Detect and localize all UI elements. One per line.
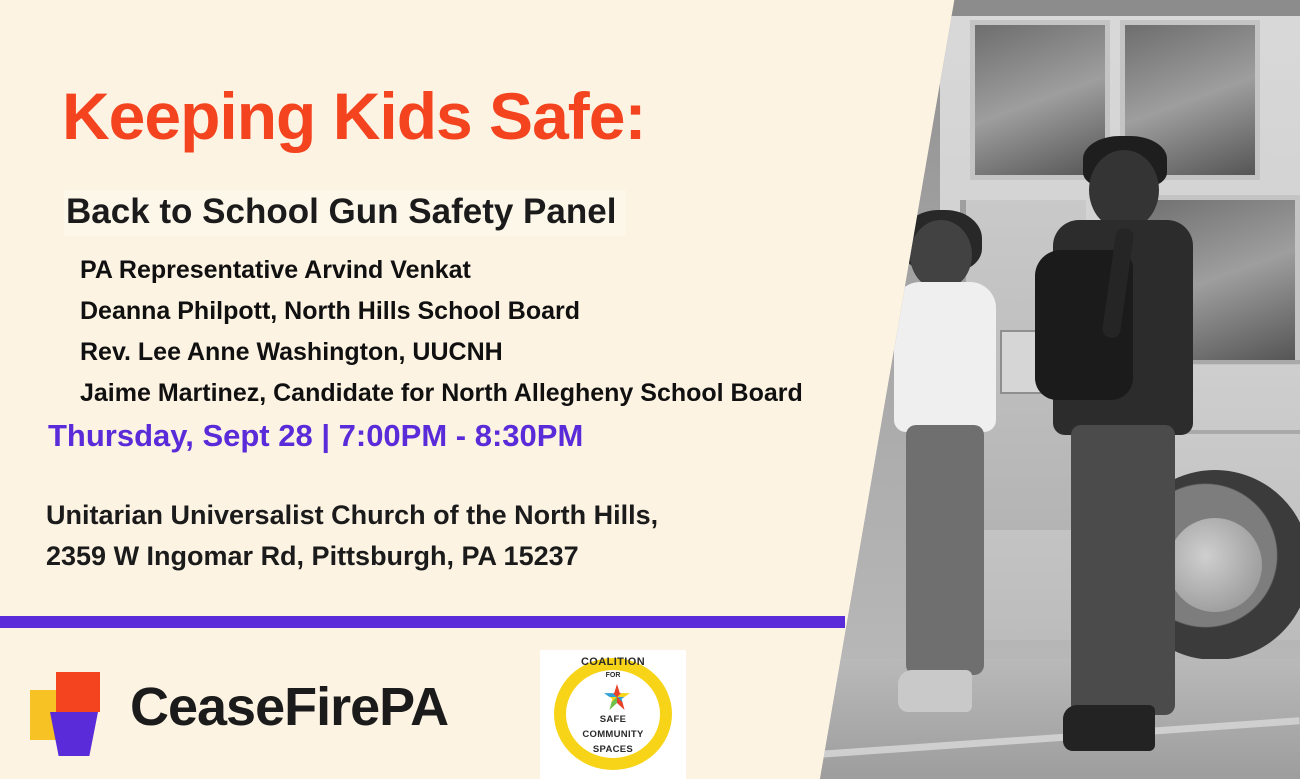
page-title: Keeping Kids Safe: [62, 79, 646, 153]
student-boy-figure [1035, 150, 1215, 770]
coalition-line-3: SPACES [592, 744, 634, 755]
coalition-name-lines [540, 712, 686, 757]
coalition-for-safe-community-spaces-logo [540, 650, 686, 779]
girl-shoe [898, 670, 972, 712]
boy-head [1089, 150, 1159, 230]
keystone-orange-shape [56, 672, 100, 712]
venue-line-1: Unitarian Universalist Church of the North Hills, [46, 500, 659, 530]
list-item: Jaime Martinez, Candidate for North Allegheny School Board [80, 379, 803, 407]
list-item: Rev. Lee Anne Washington, UUCNH [80, 338, 503, 366]
divider [0, 616, 845, 628]
boy-legs [1071, 425, 1175, 715]
speaker-list [80, 250, 910, 414]
girl-head [910, 220, 972, 290]
coalition-line-1: SAFE [599, 714, 627, 725]
ceasefirepa-wordmark: CeaseFirePA [130, 677, 449, 737]
event-datetime: Thursday, Sept 28 | 7:00PM - 8:30PM [48, 418, 584, 453]
list-item: Deanna Philpott, North Hills School Board [80, 297, 581, 325]
ceasefire-keystone-icon [30, 672, 116, 752]
ceasefirepa-logo [30, 668, 460, 758]
venue-line-2: 2359 W Ingomar Rd, Pittsburgh, PA 15237 [46, 541, 579, 571]
list-item: PA Representative Arvind Venkat [80, 256, 471, 284]
coalition-line-2: COMMUNITY [582, 729, 644, 740]
bus-roofline [940, 0, 1300, 16]
coalition-for-label: FOR [605, 672, 621, 679]
event-venue [46, 495, 658, 577]
coalition-top-label: COALITION [580, 656, 646, 668]
keystone-purple-shape [50, 712, 98, 756]
boy-shoe [1063, 705, 1155, 751]
footer-logos [0, 650, 900, 779]
page-subtitle: Back to School Gun Safety Panel [64, 190, 626, 236]
girl-legs [906, 425, 984, 675]
